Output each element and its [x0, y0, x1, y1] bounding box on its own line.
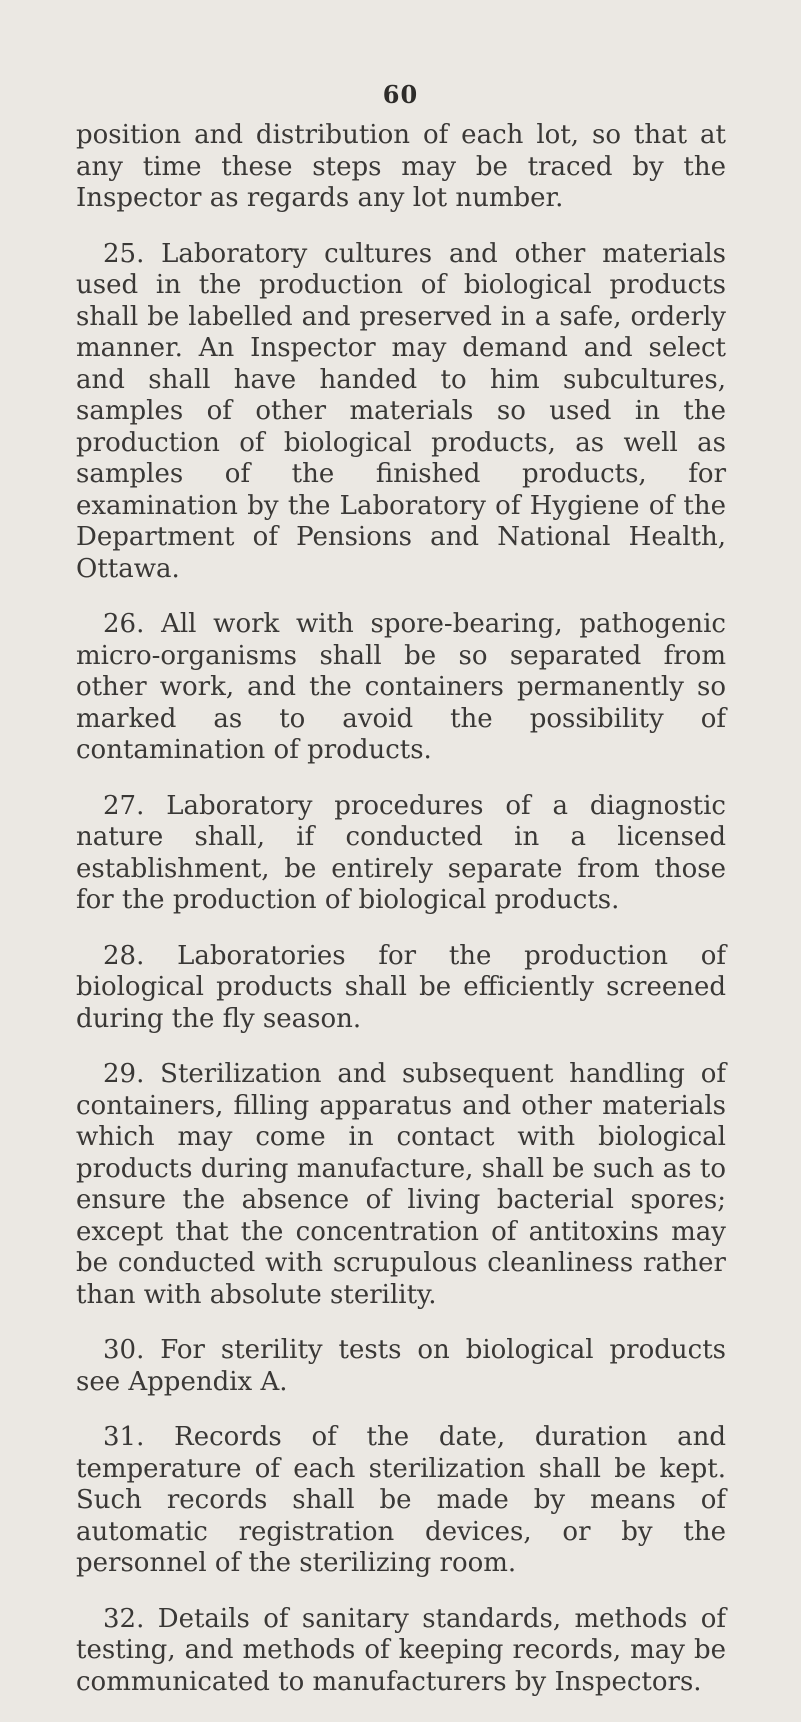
- page-number: 60: [382, 80, 419, 109]
- paragraph-29: 29. Sterilization and subsequent handling of containers, filling apparatus and other materials which may come in contact with biological products during manufacture, shall be such as to ensure the absence of living bacterial spores; except that the concentration of antitoxins may be conducted with scrupulous cleanliness rather than with absolute sterility.: [76, 1059, 726, 1310]
- paragraph-30: 30. For sterility tests on biological products see Appendix A.: [76, 1335, 726, 1397]
- paragraph-28: 28. Laboratories for the production of biological products shall be efficiently screened during the fly season.: [76, 940, 726, 1034]
- paragraph-32: 32. Details of sanitary standards, methods of testing, and methods of keeping records, may be communicated to manufacturers by Inspectors.: [76, 1603, 726, 1697]
- paragraph-27: 27. Laboratory procedures of a diagnostic nature shall, if conducted in a licensed establishment, be entirely separate from those for the production of biological products.: [76, 790, 726, 915]
- paragraph-continuation: position and distribution of each lot, so that at any time these steps may be traced by the Inspector as regards any lot number.: [76, 120, 726, 213]
- body-text: [76, 120, 726, 1722]
- paragraph-25: 25. Laboratory cultures and other materials used in the production of biological products shall be labelled and preserved in a safe, orderly manner. An Inspector may demand and select and shall have handed to him subcultures, samples of other materials so used in the production of biological products, as well as samples of the finished products, for examination by the Laboratory of Hygiene of the Department of Pensions and National Health, Ottawa.: [76, 238, 726, 584]
- paragraph-26: 26. All work with spore-bearing, pathogenic micro-organisms shall be so separated from other work, and the containers permanently so marked as to avoid the possibility of contamination of products.: [76, 609, 726, 765]
- paragraph-31: 31. Records of the date, duration and temperature of each sterilization shall be kept. Such records shall be made by means of automatic registration devices, or by the personnel of the sterilizing room.: [76, 1422, 726, 1578]
